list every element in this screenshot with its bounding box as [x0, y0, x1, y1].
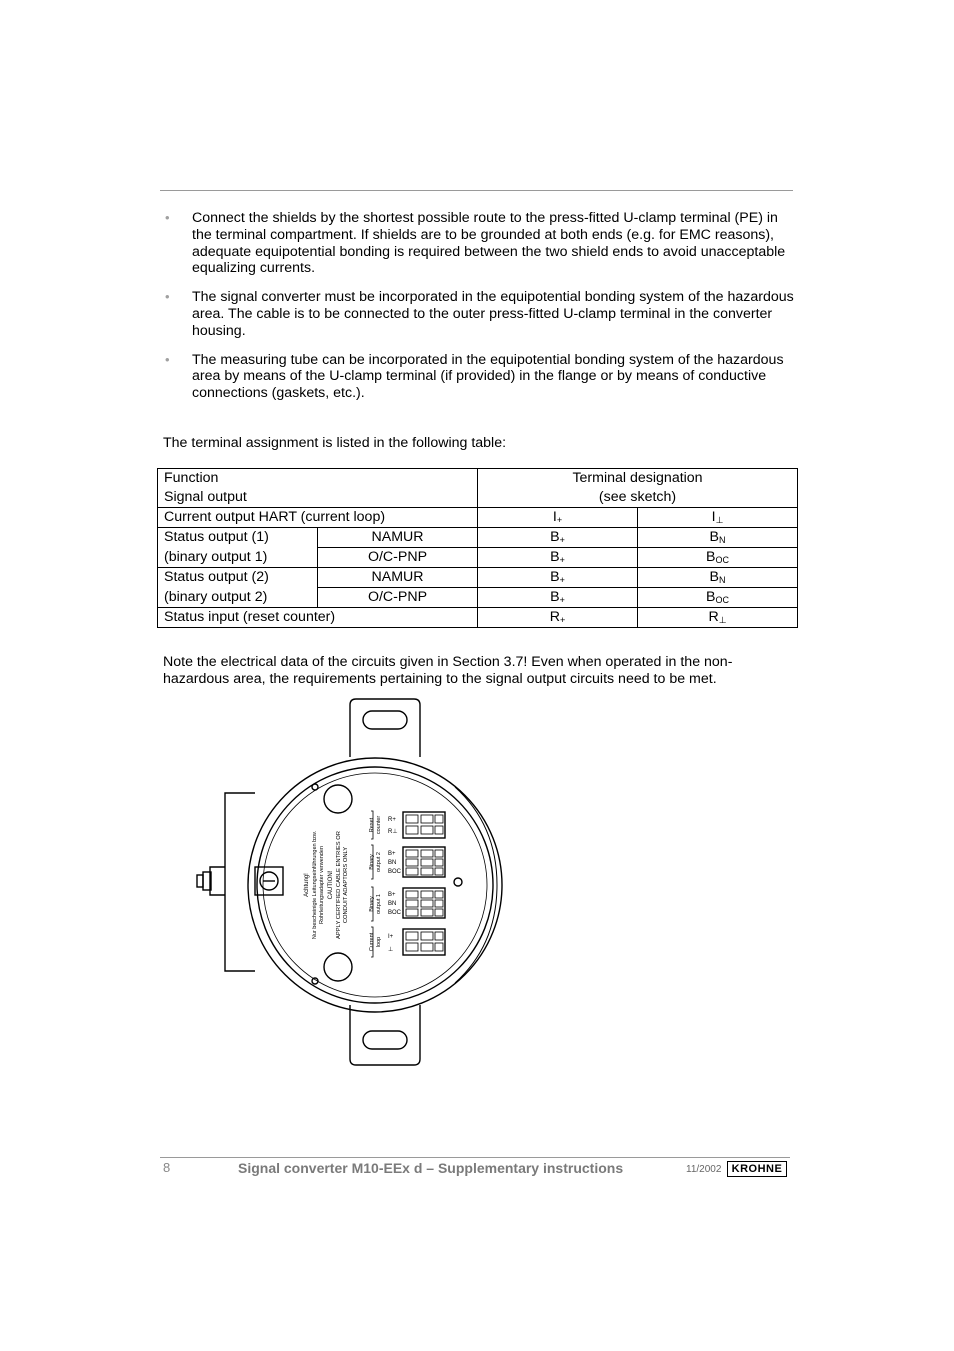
- document-date: 11/2002: [686, 1164, 722, 1175]
- terminal-cell: $B_+$: [478, 588, 638, 608]
- status1-sublabel: (binary output 1): [158, 548, 318, 568]
- german-warning-line1: Nur bescheinigte Leitungseinführungen bzw.: [312, 830, 318, 940]
- bullet-text: Connect the shields by the shortest possible route to the press-fitted U-clamp terminal (PE) in the terminal compartment. If shields are to be grounded at both ends (e.g. for EMC reasons), adequate equipotential bonding is required between the two shield ends to avoid unacceptable equalizing currents.: [192, 210, 786, 277]
- group-label-current: Current: [369, 932, 375, 952]
- terminal-label: R+: [388, 817, 396, 823]
- mounting-slot-top: [363, 711, 407, 729]
- group-label-reset: counter: [376, 815, 382, 835]
- header-rule: [160, 190, 793, 191]
- terminal-cell: $B_N$: [638, 568, 798, 588]
- terminal-label: BN: [388, 860, 397, 866]
- header-function: Function: [158, 469, 478, 489]
- current-output-label: Current output HART (current loop): [158, 508, 478, 528]
- group-label-binary2: output 2: [376, 852, 382, 872]
- group-label-binary2: Binary: [369, 854, 375, 870]
- bullet-icon: •: [165, 289, 170, 305]
- header-terminal: Terminal designation: [478, 469, 798, 489]
- terminal-label: B+: [388, 892, 396, 898]
- terminal-block-binary1: [403, 888, 445, 918]
- cable-hole-bottom: [324, 953, 352, 981]
- terminal-block-binary2: [403, 847, 445, 877]
- terminal-cell: $B_+$: [478, 528, 638, 548]
- electrical-note: Note the electrical data of the circuits given in Section 3.7! Even when operated in the non-hazardous area, the requirements pertaining to the signal output circuits need to be met.: [163, 654, 733, 687]
- terminal-label: BOC: [388, 869, 402, 875]
- housing-inner-ring: [257, 767, 493, 1003]
- terminal-label: B+: [388, 851, 396, 857]
- footer-rule: [160, 1157, 790, 1158]
- terminal-cell: $B_{OC}$: [638, 588, 798, 608]
- table-intro: The terminal assignment is listed in the following table:: [163, 435, 507, 451]
- table-row: [158, 568, 798, 588]
- bullet-item: [160, 210, 800, 277]
- bullet-item: [160, 289, 800, 339]
- mounting-tab-bottom: [350, 1005, 420, 1065]
- output-type: NAMUR: [318, 528, 478, 548]
- output-type: O/C-PNP: [318, 588, 478, 608]
- group-label-reset: Reset: [369, 817, 375, 833]
- status-input-label: Status input (reset counter): [158, 608, 478, 628]
- output-type: NAMUR: [318, 568, 478, 588]
- table-row: [158, 588, 798, 608]
- terminal-cell: $R_+$: [478, 608, 638, 628]
- terminal-cell: $I_\perp$: [638, 508, 798, 528]
- status1-label: Status output (1): [158, 528, 318, 548]
- terminal-sketch: [195, 695, 515, 1075]
- bullet-icon: •: [165, 210, 170, 225]
- cable-hole-top: [324, 785, 352, 813]
- caution-line1: APPLY CERTIFIED CABLE ENTRIES OR: [336, 831, 342, 939]
- terminal-cell: $B_+$: [478, 568, 638, 588]
- table-row: [158, 528, 798, 548]
- bullet-text: The signal converter must be incorporated in the equipotential bonding system of the hazardous area. The cable is to be connected to the outer press-fitted U-clamp terminal in the converter housing.: [192, 289, 794, 339]
- terminal-label: ⊥: [388, 947, 394, 953]
- terminal-label: BOC: [388, 910, 402, 916]
- krohne-logo: KROHNE: [727, 1161, 787, 1177]
- terminal-label: R⊥: [388, 829, 398, 835]
- caution-line2: CONDUIT ADAPTORS ONLY: [343, 846, 349, 924]
- bullet-icon: •: [165, 351, 170, 367]
- status2-label: Status output (2): [158, 568, 318, 588]
- table-row: [158, 548, 798, 568]
- group-label-binary1: output 1: [376, 894, 382, 914]
- german-warning-line2: Rohrleitungsadapter verwenden: [319, 846, 325, 924]
- header-see-sketch: (see sketch): [478, 488, 798, 508]
- housing-body-left: [225, 793, 255, 971]
- table-header-row: [158, 469, 798, 489]
- bullet-item: [160, 352, 800, 402]
- terminal-assignment-table: [157, 468, 798, 628]
- mounting-tab-top: [350, 699, 420, 757]
- terminal-cell: $I_+$: [478, 508, 638, 528]
- document-title: Signal converter M10-EEx d – Supplementary instructions: [238, 1160, 624, 1176]
- status2-sublabel: (binary output 2): [158, 588, 318, 608]
- terminal-cell: $B_+$: [478, 548, 638, 568]
- terminal-label: BN: [388, 901, 397, 907]
- caution-title: CAUTION!: [328, 870, 334, 900]
- bullet-list: [160, 210, 800, 414]
- group-label-current: loop: [376, 936, 382, 948]
- table-row: [158, 508, 798, 528]
- terminal-label: I+: [388, 934, 394, 940]
- page-number: 8: [163, 1160, 171, 1175]
- group-label-binary1: Binary: [369, 896, 375, 912]
- bullet-text: The measuring tube can be incorporated in the equipotential bonding system of the hazardous area by means of the U-clamp terminal (if provided) in the flange or by means of conductive connections (gaskets, etc.).: [192, 351, 784, 402]
- terminal-cell: $B_N$: [638, 528, 798, 548]
- terminal-cell: $R_\perp$: [638, 608, 798, 628]
- header-signal-output: Signal output: [158, 488, 478, 508]
- output-type: O/C-PNP: [318, 548, 478, 568]
- terminal-cell: $B_{OC}$: [638, 548, 798, 568]
- german-warning: Achtung!: [304, 873, 310, 897]
- table-row: [158, 608, 798, 628]
- table-header-row: [158, 488, 798, 508]
- mounting-slot-bottom: [363, 1031, 407, 1049]
